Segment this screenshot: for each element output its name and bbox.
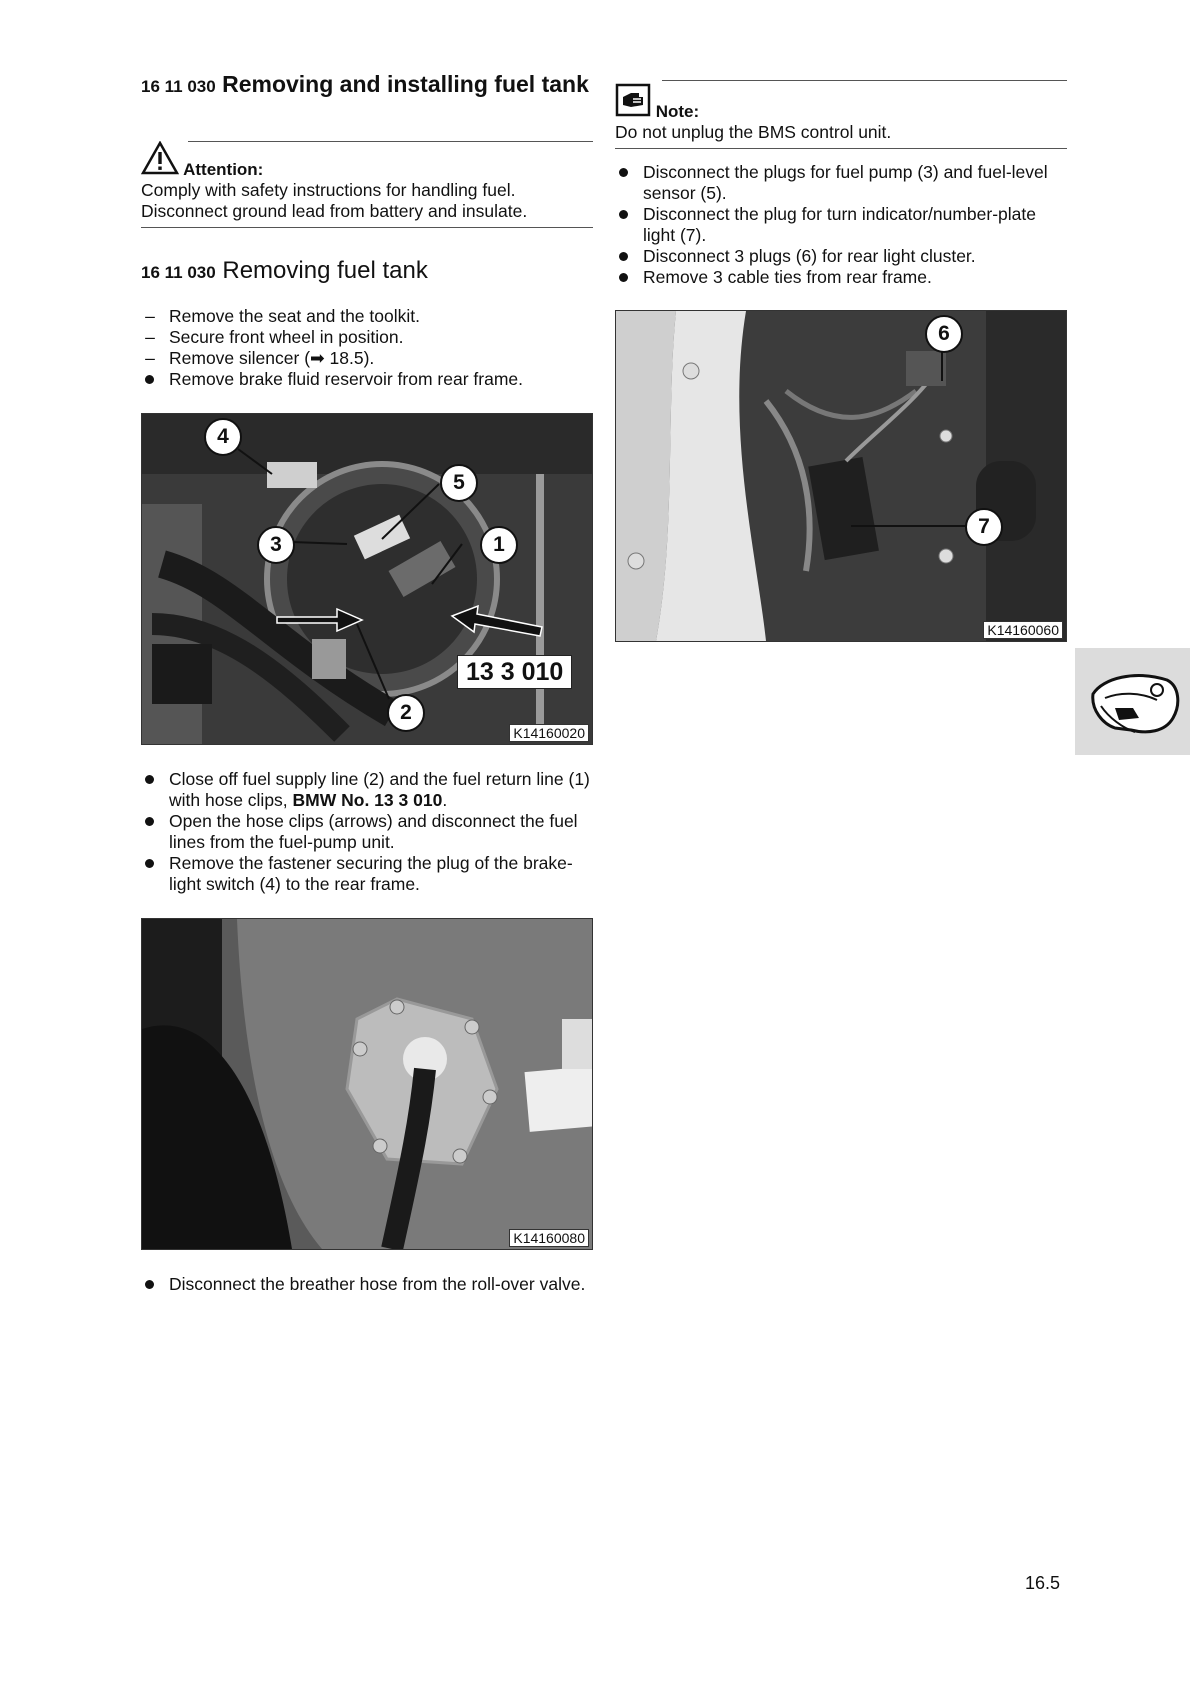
list-item: Disconnect the plugs for fuel pump (3) and fuel-level sensor (5).	[615, 162, 1067, 204]
warning-triangle-icon	[141, 141, 179, 180]
list-item: Disconnect the breather hose from the roll-over valve.	[141, 1274, 593, 1295]
photo-ref-label: K14160060	[983, 621, 1063, 639]
photo-roll-over-valve	[141, 918, 593, 1250]
section-heading	[141, 70, 593, 101]
list-item: Remove brake fluid reservoir from rear frame.	[141, 369, 593, 390]
photo-fuel-pump-image	[142, 414, 592, 744]
photo-fuel-pump-unit	[141, 413, 593, 745]
step-list-3	[141, 1274, 593, 1295]
fuel-tank-icon	[1075, 648, 1190, 755]
note-label: Note:	[655, 102, 700, 121]
list-item: Remove 3 cable ties from rear frame.	[615, 267, 1067, 288]
tool-part-number: BMW No. 13 3 010	[292, 790, 443, 810]
callout-6: 6	[925, 315, 963, 353]
section-code: 16 11 030	[141, 77, 216, 96]
attention-label: Attention:	[183, 160, 264, 179]
bullet-marker	[143, 811, 157, 826]
note-box	[615, 80, 1067, 149]
bullet-marker	[617, 204, 631, 219]
bullet-marker	[143, 769, 157, 784]
sub-heading-title: Removing fuel tank	[222, 257, 428, 284]
list-item: – Remove silencer (➡ 18.5).	[141, 348, 593, 369]
note-hand-icon	[615, 83, 651, 122]
photo-roll-over-valve-image	[142, 919, 592, 1249]
bullet-marker	[143, 1274, 157, 1289]
bullet-marker	[143, 369, 157, 384]
photo-rear-wiring-image	[616, 311, 1066, 641]
section-title: Removing and installing fuel tank	[222, 71, 589, 97]
section-tab	[1075, 648, 1190, 755]
photo-ref-label: K14160080	[509, 1229, 589, 1247]
attention-line-2: Disconnect ground lead from battery and insulate.	[141, 201, 528, 221]
bullet-marker	[617, 162, 631, 177]
tool-number-label: 13 3 010	[457, 655, 572, 689]
dash-marker: –	[145, 348, 155, 368]
dash-marker: –	[145, 327, 155, 347]
list-item: Open the hose clips (arrows) and disconnect the fuel lines from the fuel-pump unit.	[141, 811, 593, 853]
note-text: Do not unplug the BMS control unit.	[615, 122, 892, 142]
bullet-marker	[143, 853, 157, 868]
list-item: Disconnect the plug for turn indicator/number-plate light (7).	[615, 204, 1067, 246]
bullet-marker	[617, 246, 631, 261]
attention-box	[141, 141, 593, 228]
callout-5: 5	[440, 464, 478, 502]
callout-7: 7	[965, 508, 1003, 546]
list-item: Close off fuel supply line (2) and the fuel return line (1) with hose clips, BMW No. 13 3 010.	[141, 769, 593, 811]
callout-1: 1	[480, 526, 518, 564]
bullet-marker	[617, 267, 631, 282]
page-number: 16.5	[1025, 1573, 1061, 1593]
callout-3: 3	[257, 526, 295, 564]
sub-heading	[141, 256, 593, 288]
left-column	[141, 70, 593, 1295]
photo-rear-wiring	[615, 310, 1067, 642]
callout-4: 4	[204, 418, 242, 456]
callout-2: 2	[387, 694, 425, 732]
step-list-2	[141, 769, 593, 895]
list-item: Remove the fastener securing the plug of the brake-light switch (4) to the rear frame.	[141, 853, 593, 895]
list-item: Disconnect 3 plugs (6) for rear light cluster.	[615, 246, 1067, 267]
list-item: – Secure front wheel in position.	[141, 327, 593, 348]
step-list-4	[615, 162, 1067, 288]
attention-line-1: Comply with safety instructions for handling fuel.	[141, 180, 516, 200]
dash-marker: –	[145, 306, 155, 326]
photo-ref-label: K14160020	[509, 724, 589, 742]
step-list-1	[141, 306, 593, 390]
list-item: – Remove the seat and the toolkit.	[141, 306, 593, 327]
sub-heading-code: 16 11 030	[141, 263, 216, 282]
right-column	[615, 80, 1067, 642]
